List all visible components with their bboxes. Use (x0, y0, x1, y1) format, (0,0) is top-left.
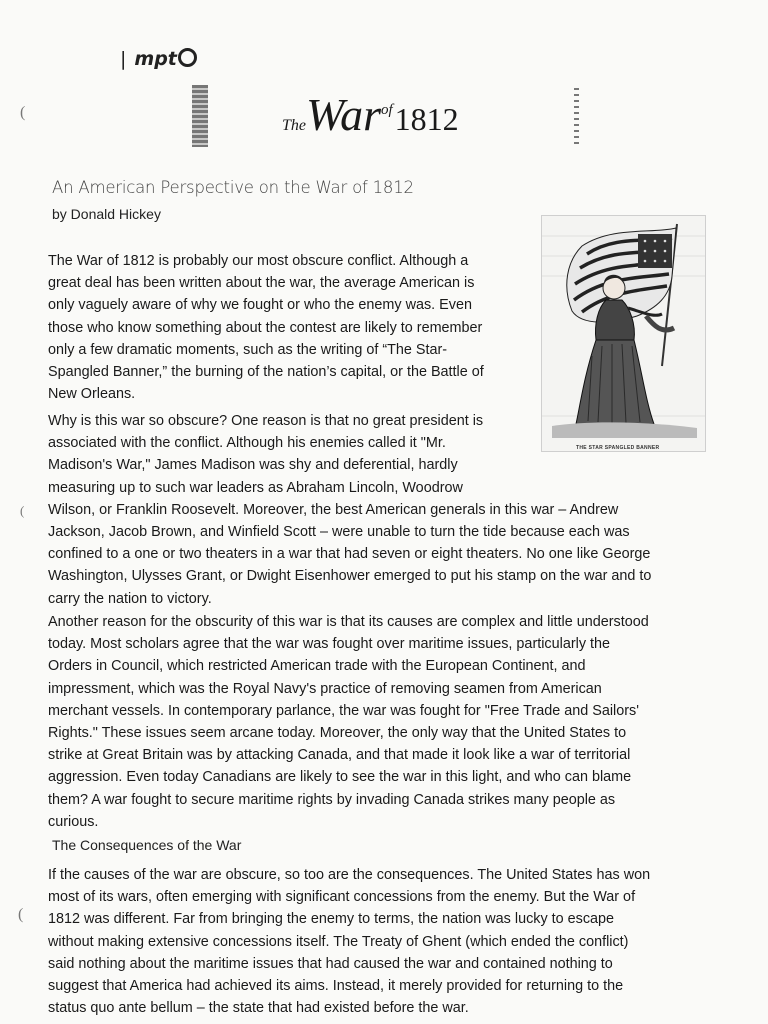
text-line: curious. (48, 813, 99, 830)
text-line: New Orleans. (48, 386, 136, 403)
article-byline: by Donald Hickey (52, 206, 161, 222)
paragraph-4 (48, 864, 650, 1019)
paragraph-3 (48, 611, 649, 833)
masthead-year: 1812 (394, 101, 459, 137)
logo-divider: | (120, 48, 127, 70)
masthead-left-ornament (192, 85, 208, 147)
text-line: merchant vessels. In contemporary parlance, the war was fought for "Free Trade and Sailors' (48, 702, 639, 719)
text-line: status quo ante bellum – the state that had existed before the war. (48, 1000, 469, 1017)
text-line: only a few dramatic moments, such as the writing of “The Star- (48, 341, 448, 358)
text-line: carry the nation to victory. (48, 590, 212, 607)
text-line: Jackson, Jacob Brown, and Winfield Scott – were unable to turn the tide because each was (48, 524, 630, 541)
logo-text: mpt (134, 48, 177, 70)
text-line: aggression. Even today Canadians are likely to see the war in this light, and who can blame (48, 769, 632, 786)
text-line: most of its wars, often emerging with significant concessions from the enemy. But the War of (48, 889, 636, 906)
text-line: Madison's War," James Madison was shy and deferential, hardly (48, 457, 458, 474)
masthead-war: War (306, 89, 381, 140)
text-line: suggest that America had achieved its aims. Instead, it merely provided for returning to the (48, 978, 624, 995)
text-line: without making extensive concessions itself. The Treaty of Ghent (which ended the conflict) (48, 933, 629, 950)
text-line: associated with the conflict. Although his enemies called it "Mr. (48, 435, 446, 452)
text-line: them? A war fought to secure maritime rights by invading Canada strikes many people as (48, 791, 616, 808)
text-line: great deal has been written about the war, the average American is (48, 275, 475, 292)
text-line: 1812 was different. Far from bringing the enemy to terms, the nation was lucky to escape (48, 911, 615, 928)
logo-circle-icon (178, 48, 197, 67)
text-line: measuring up to such war leaders as Abraham Lincoln, Woodrow (48, 479, 463, 496)
text-line: said nothing about the maritime issues that had caused the war and contained nothing to (48, 955, 613, 972)
text-line: Why is this war so obscure? One reason is that no great president is (48, 413, 484, 429)
masthead-title (282, 88, 459, 141)
figure-caption: THE STAR SPANGLED BANNER (576, 445, 660, 451)
text-line: those who know something about the contest are likely to remember (48, 319, 483, 336)
text-line: Orders in Council, which restricted American trade with the European Continent, and (48, 658, 586, 675)
text-line: Wilson, or Franklin Roosevelt. Moreover, the best American generals in this war – Andrew (48, 501, 619, 518)
section-heading-consequences: The Consequences of the War (52, 837, 242, 853)
text-line: The War of 1812 is probably our most obscure conflict. Although a (48, 253, 469, 269)
masthead-right-ornament (574, 88, 579, 144)
masthead-the: The (282, 117, 306, 134)
text-line: Another reason for the obscurity of this war is that its causes are complex and little understood (48, 614, 649, 630)
scan-mark: ( (20, 503, 25, 518)
text-line: Spangled Banner,” the burning of the nation’s capital, or the Battle of (48, 364, 484, 381)
text-line: impressment, which was the Royal Navy's practice of removing seamen from American (48, 680, 602, 697)
text-line: If the causes of the war are obscure, so too are the consequences. The United States has won (48, 867, 651, 883)
text-line: Washington, Ulysses Grant, or Dwight Eisenhower emerged to put his stamp on the war and to (48, 568, 652, 585)
text-line: today. Most scholars agree that the war was fought over maritime issues, particularly the (48, 636, 611, 653)
text-line: confined to a one or two theaters in a war that had seven or eight theaters. No one like George (48, 546, 651, 563)
scan-mark: ( (18, 906, 24, 923)
scan-mark: ( (20, 104, 26, 121)
paragraph-1 (48, 250, 484, 405)
text-line: strike at Great Britain was by attacking Canada, and that made it look like a war of territorial (48, 747, 631, 764)
article-title: An American Perspective on the War of 1812 (52, 178, 414, 197)
text-line: Rights." These issues seem arcane today. Moreover, the only way that the United States to (48, 725, 627, 742)
masthead-of: of (381, 102, 393, 118)
text-line: only vaguely aware of why we fought or who the enemy was. Even (48, 297, 472, 314)
mpt-logo (120, 48, 197, 70)
paragraph-2 (48, 410, 651, 610)
